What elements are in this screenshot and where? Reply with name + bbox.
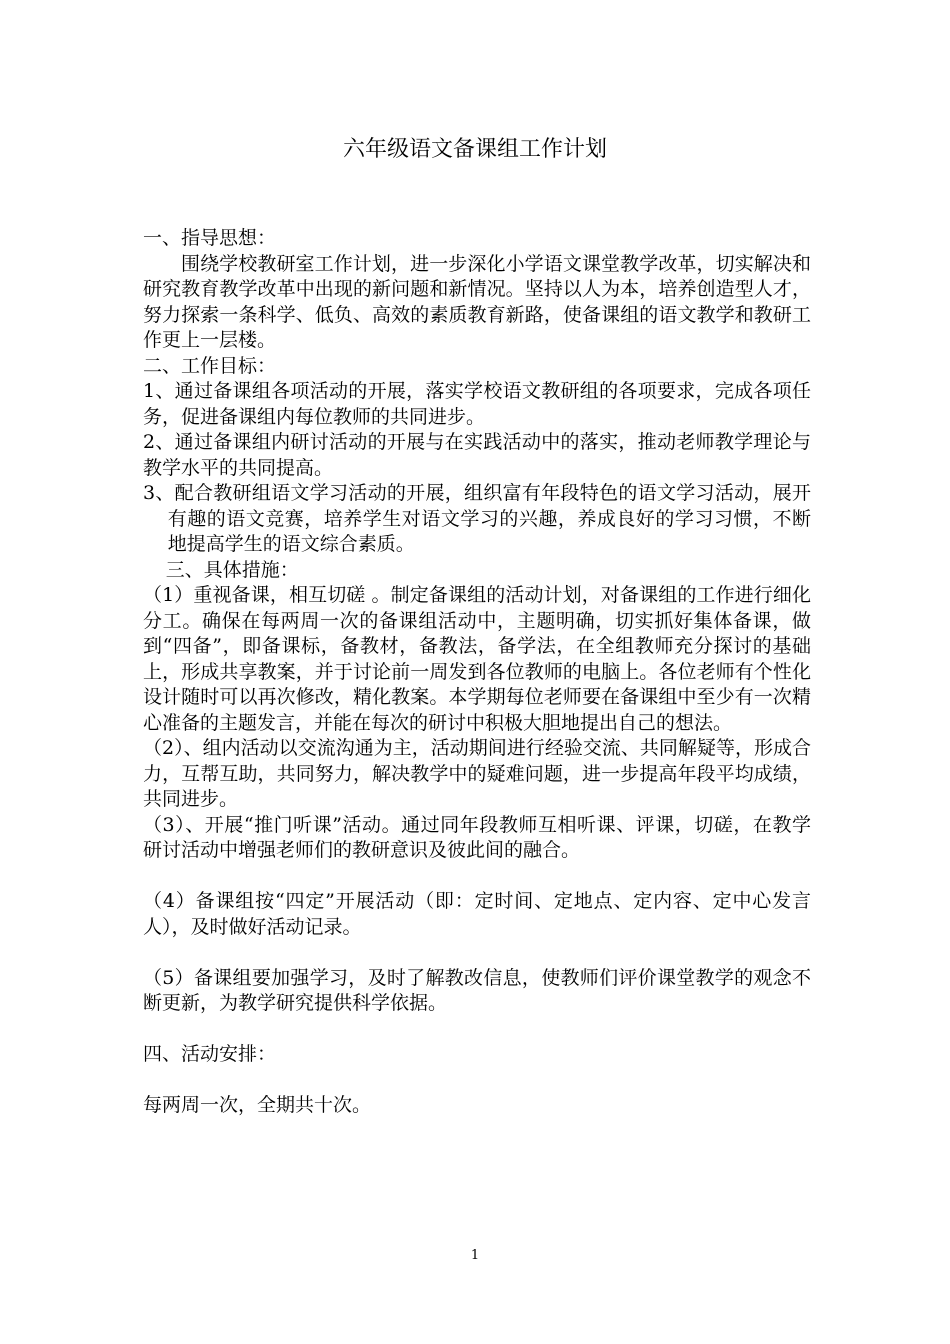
section-heading-work-goals: 二、工作目标： <box>143 354 277 377</box>
measure-item-5: （5）备课组要加强学习，及时了解教改信息，使教师们评价课堂教学的观念不断更新，为教学研究提供科学依据。 <box>143 966 811 1014</box>
measure-item-1: （1）重视备课，相互切磋 。制定备课组的活动计划，对备课组的工作进行细化分工。确保在每两周一次的备课组活动中，主题明确，切实抓好集体备课，做到“四备”，即备课标，备教材，备教法，备学法，在全组教师充分探讨的基础上，形成共享教案，并于讨论前一周发到各位教师的电脑上。各位老师有个性化设计随时可以再次修改，精化教案。本学期每位老师要在备课组中至少有一次精心准备的主题发言，并能在每次的研讨中积极大胆地提出自己的想法。 <box>143 584 811 734</box>
goal-item-1: 1、通过备课组各项活动的开展，落实学校语文教研组的各项要求，完成各项任务，促进备课组内每位教师的共同进步。 <box>143 380 811 428</box>
section-heading-guiding-thought: 一、指导思想： <box>143 227 277 249</box>
document-title: 六年级语文备课组工作计划 <box>342 137 607 162</box>
measure-item-2: （2）、组内活动以交流沟通为主，活动期间进行经验交流、共同解疑等，形成合力，互帮互助，共同努力，解决教学中的疑难问题，进一步提高年段平均成绩，共同进步。 <box>143 737 811 810</box>
goal-item-3: 3、配合教研组语文学习活动的开展，组织富有年段特色的语文学习活动，展开有趣的语文竞赛，培养学生对语文学习的兴趣，养成良好的学习习惯，不断地提高学生的语文综合素质。 <box>143 482 811 555</box>
measure-item-4: （4）备课组按“四定”开展活动（即：定时间、定地点、定内容、定中心发言人），及时做好活动记录。 <box>143 890 811 938</box>
goal-item-2: 2、通过备课组内研讨活动的开展与在实践活动中的落实，推动老师教学理论与教学水平的共同提高。 <box>143 431 811 479</box>
paragraph-guiding-thought: 围绕学校教研室工作计划，进一步深化小学语文课堂教学改革，切实解决和研究教育教学改革中出现的新问题和新情况。坚持以人为本，培养创造型人才，努力探索一条科学、低负、高效的素质教育新路，使备课组的语文教学和教研工作更上一层楼。 <box>143 252 811 351</box>
section-heading-measures: 三、具体措施： <box>165 558 299 581</box>
paragraph-schedule: 每两周一次，全期共十次。 <box>143 1094 372 1116</box>
page-number: 1 <box>470 1248 480 1263</box>
measure-item-3: （3）、开展“推门听课”活动。通过同年段教师互相听课、评课，切磋，在教学研讨活动中增强老师们的教研意识及彼此间的融合。 <box>143 813 811 861</box>
document-body <box>143 226 811 1119</box>
section-heading-schedule: 四、活动安排： <box>143 1043 277 1065</box>
